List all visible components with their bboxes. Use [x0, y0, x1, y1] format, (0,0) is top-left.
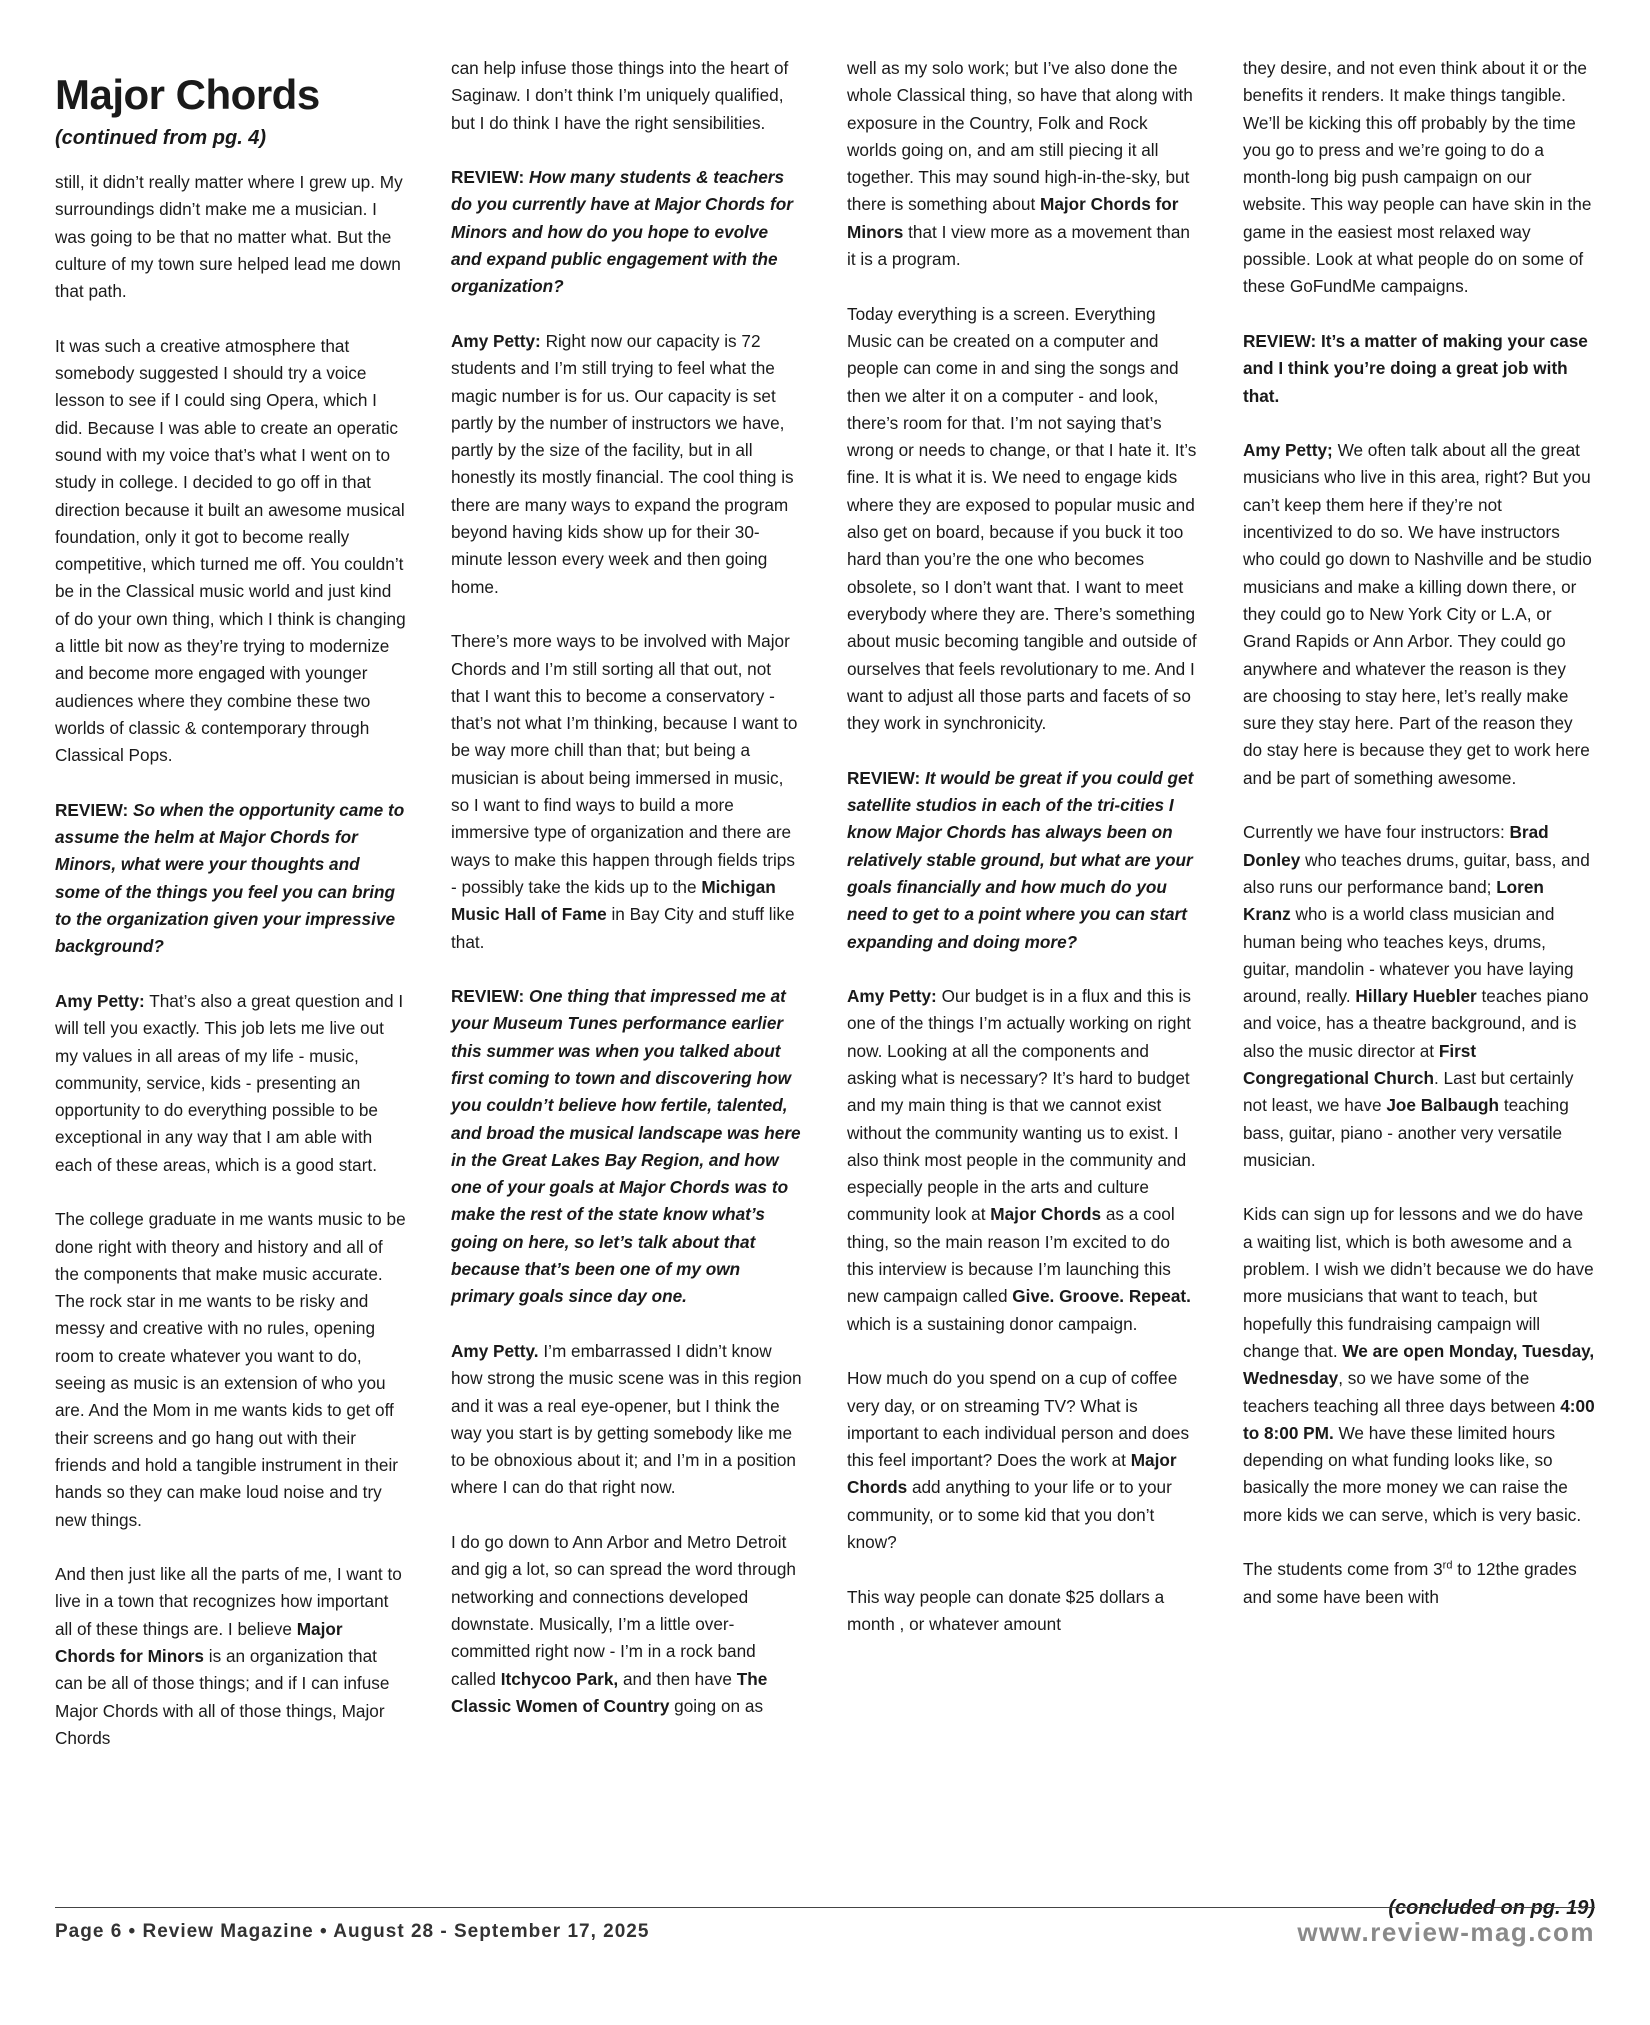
speaker-label: Amy Petty: — [451, 330, 541, 351]
text-run: There’s more ways to be involved with Major Chords and I’m still sorting all that out, not that I want this to become a conservatory - that’s not what I’m thinking, because I want to be way more chill than that; but being a musician is about being immersed in music, so I want to find ways to build a more immersive type of organization and there are ways to make this happen through fields trips - possibly take the kids up to the — [451, 631, 798, 897]
text-run: Currently we have four instructors: — [1243, 822, 1505, 843]
question — [55, 797, 407, 961]
text-run: who is a world class musician and human being who teaches keys, drums, guitar, mandolin - whatever you have laying around, really. — [1243, 904, 1574, 1007]
paragraph — [451, 628, 803, 956]
band-name: The Classic Women of Country — [451, 1668, 768, 1716]
column-4 — [1243, 55, 1595, 1919]
paragraph: It was such a creative atmosphere that somebody suggested I should try a voice lesson to see if I could sing Opera, which I did. Because I was able to create an operatic sound with my voice that’s what I went on to study in college. I decided to go off in that direction because it built an awesome musical foundation, only it got to become really competitive, which turned me off. You couldn’t be in the Classical music world and just kind of do your own thing, which I think is changing a little bit now as they’re trying to modernize and become more engaged with younger audiences where they combine these two worlds of classic & contemporary through Classical Pops. — [55, 335, 406, 766]
text-run: well as my solo work; but I’ve also done the whole Classical thing, so have that along with exposure in the Country, Folk and Rock worlds going on, and am still piecing it all together. This may sound high-in-the-sky, but there is something about — [847, 58, 1193, 215]
text-run: who teaches drums, guitar, bass, and also runs our performance band; — [1243, 849, 1590, 897]
paragraph: The college graduate in me wants music to be done right with theory and history and all of the components that make music accurate. The rock star in me wants to be risky and messy and creative with no rules, opening room to create whatever you want to do, seeing as music is an extension of who you are. And the Mom in me wants kids to get off their screens and go hang out with their friends and hold a tangible instrument in their hands so they can make loud noise and try new things. — [55, 1209, 406, 1530]
question — [451, 983, 803, 1311]
speaker-label: REVIEW: — [451, 986, 525, 1007]
org-name: Major Chords — [847, 1450, 1177, 1498]
question-text: REVIEW: It’s a matter of making your case and I think you’re doing a great job with that. — [1243, 330, 1588, 406]
text-run: teaches piano and voice, has a theatre background, and is also the music director at — [1243, 986, 1589, 1061]
text-run: Kids can sign up for lessons and we do have a waiting list, which is both awesome and a problem. I wish we didn’t because we do have more musicians that want to teach, but hopefully this fundraising campaign will change that. — [1243, 1204, 1594, 1361]
speaker-label: Amy Petty: — [55, 990, 145, 1011]
text-run: to 12the grades and some have been with — [1243, 1559, 1577, 1607]
text-run: is an organization that can be all of those things; and if I can infuse Major Chords with all of those things, Major Chords — [55, 1646, 390, 1748]
org-name: Major Chords for Minors — [55, 1618, 343, 1667]
column-3 — [847, 55, 1199, 1638]
question — [451, 164, 803, 300]
answer-text: I’m embarrassed I didn’t know how strong the music scene was in this region and it was a real eye-opener, but I think the way you start is by getting somebody like me to be obnoxious about it; and I’m in a position where I can do that right now. — [451, 1340, 802, 1498]
paragraph: still, it didn’t really matter where I grew up. My surroundings didn’t make me a musician. I was going to be that no matter what. But the culture of my town sure helped lead me down that path. — [55, 172, 403, 302]
text-run: add anything to your life or to your community, or to some kid that you don’t know? — [847, 1477, 1172, 1553]
paragraph — [451, 1529, 803, 1720]
text-run: teaching bass, guitar, piano - another very versatile musician. — [1243, 1095, 1569, 1170]
paragraph — [55, 1561, 407, 1752]
speaker-label: REVIEW: — [451, 167, 525, 188]
venue-name: Michigan Music Hall of Fame — [451, 876, 776, 925]
question-text: So when the opportunity came to assume the helm at Major Chords for Minors, what were your thoughts and some of the things you feel you can bring to the organization given your impressive background? — [55, 799, 405, 957]
speaker-label: Amy Petty. — [451, 1340, 539, 1361]
paragraph: Today everything is a screen. Everything Music can be created on a computer and people can come in and sing the songs and then we alter it on a computer - and look, there’s room for that. I’m not saying that’s wrong or needs to change, or that I hate it. It’s fine. It is what it is. We need to engage kids where they are exposed to popular music and also get on board, because if you buck it too hard than you’re the one who becomes obsolete, so I don’t want that. I want to meet everybody where they are. There’s something about music becoming tangible and outside of ourselves that feels revolutionary to me. And I want to adjust all those parts and facets of so they work in synchronicity. — [847, 303, 1197, 734]
text-run: , so we have some of the teachers teaching all three days between — [1243, 1368, 1556, 1416]
paragraph — [1243, 819, 1595, 1174]
speaker-label: REVIEW: — [55, 799, 129, 820]
answer — [451, 1338, 803, 1502]
text-run: And then just like all the parts of me, I want to live in a town that recognizes how important all of these things are. I believe — [55, 1564, 402, 1639]
answer — [55, 988, 407, 1179]
answer — [847, 983, 1199, 1338]
instructor-name: Hillary Huebler — [1355, 986, 1477, 1007]
page — [55, 55, 1595, 1919]
answer-text: Right now our capacity is 72 students and I’m still trying to feel what the magic number is for us. Our capacity is set partly by the number of instructors we have, partly by the size of the facility, but in all honestly its mostly financial. The cool thing is there are many ways to expand the program beyond having kids show up for their 30-minute lesson every week and then going home. — [451, 330, 794, 597]
paragraph — [847, 1365, 1199, 1556]
instructor-name: Brad Donley — [1243, 822, 1549, 870]
campaign-name: Give. Groove. Repeat. — [1012, 1286, 1191, 1307]
church-name: First Congregational Church — [1243, 1040, 1477, 1088]
instructor-name: Joe Balbaugh — [1386, 1095, 1500, 1116]
paragraph: they desire, and not even think about it or the benefits it renders. It make things tangible. We’ll be kicking this off probably by the time you go to press and we’re going to do a month-long big push campaign on our website. This way people can have skin in the game in the easiest most relaxed way possible. Look at what people do on some of these GoFundMe campaigns. — [1243, 58, 1592, 297]
concluded-note: (concluded on pg. 19) — [1388, 1897, 1595, 1919]
footer-website-link[interactable]: www.review-mag.com — [1297, 1917, 1595, 1947]
question — [847, 765, 1199, 956]
open-days: We are open Monday, Tuesday, Wednesday — [1243, 1340, 1595, 1389]
text-run: We have these limited hours depending on what funding looks like, so basically the more money we can raise the more kids we can serve, which is very basic. — [1243, 1422, 1582, 1525]
text-run: going on as — [674, 1695, 764, 1716]
question-text: One thing that impressed me at your Museum Tunes performance earlier this summer was when you talked about first coming to town and discovering how you couldn’t believe how fertile, talented, and broad the musical landscape was here in the Great Lakes Bay Region, and how one of your goals at Major Chords was to make the rest of the state know what’s going on here, so let’s talk about that because that’s been one of my own primary goals since day one. — [451, 986, 801, 1307]
org-name: Major Chords for Minors — [847, 194, 1179, 242]
ordinal-suffix: rd — [1442, 1559, 1453, 1572]
answer — [1243, 437, 1595, 792]
org-name: Major Chords — [990, 1204, 1102, 1225]
text-run: and then have — [622, 1668, 732, 1689]
answer-text: That’s also a great question and I will tell you exactly. This job lets me live out my values in all areas of my life - music, community, service, kids - presenting an opportunity to do everything possible to be exceptional in any way that I am able with each of these areas, which is a good start. — [55, 990, 404, 1175]
text-run: in Bay City and stuff like that. — [451, 904, 795, 952]
paragraph: This way people can donate $25 dollars a month , or whatever amount — [847, 1586, 1165, 1634]
text-run: Our budget is in a flux and this is one of the things I’m actually working on right now. Looking at all the components and asking what is necessary? It’s hard to budget and my main thing is that we cannot exist without the community wanting us to exist. I also think most people in the community and especially people in the arts and culture community look at — [847, 986, 1191, 1225]
footer-divider — [55, 1907, 1595, 1908]
column-1 — [55, 55, 407, 1752]
speaker-label: Amy Petty: — [847, 986, 937, 1007]
question-text: It would be great if you could get satellite studios in each of the tri-cities I know Major Chords has always been on relatively stable ground, but what are your goals financially and how much do you need to get to a point where you can start expanding and doing more? — [847, 767, 1194, 952]
band-name: Itchycoo Park, — [500, 1668, 619, 1689]
paragraph — [847, 55, 1199, 273]
text-run: which is a sustaining donor campaign. — [847, 1313, 1138, 1334]
speaker-label: REVIEW: — [847, 767, 921, 788]
text-run: as a cool thing, so the main reason I’m excited to do this interview is because I’m launching this new campaign called — [847, 1204, 1175, 1307]
speaker-label: Amy Petty; — [1243, 440, 1333, 461]
column-2 — [451, 55, 803, 1720]
answer-text: We often talk about all the great musicians who live in this area, right? But you can’t keep them here if they’re not incentivized to do so. We have instructors who could go down to Nashville and be studio musicians and make a killing down there, or they could go to New York City or L.A, or Grand Rapids or Ann Arbor. They could go anywhere and whatever the reason is they are choosing to stay here, let’s really make sure they stay here. Part of the reason they do stay here is because they get to work here and be part of something awesome. — [1243, 440, 1592, 788]
article-title: Major Chords — [55, 71, 320, 118]
text-run: I do go down to Ann Arbor and Metro Detroit and gig a lot, so can spread the word through networking and connections developed downstate. Musically, I’m a little over-committed right now - I’m in a rock band called — [451, 1532, 796, 1689]
footer-page-info: Page 6 • Review Magazine • August 28 - September 17, 2025 — [55, 1921, 650, 1942]
paragraph — [1243, 1201, 1595, 1529]
text-run: How much do you spend on a cup of coffee very day, or on streaming TV? What is important to each individual person and does this feel important? Does the work at — [847, 1368, 1190, 1471]
paragraph — [1243, 1556, 1595, 1611]
paragraph: can help infuse those things into the heart of Saginaw. I don’t think I’m uniquely qualified, but I do think I have the right sensibilities. — [451, 58, 789, 133]
text-run: that I view more as a movement than it is a program. — [847, 221, 1190, 270]
text-run: . Last but certainly not least, we have — [1243, 1067, 1574, 1116]
continued-note: (continued from pg. 4) — [55, 127, 267, 149]
open-hours: 4:00 to 8:00 PM. — [1243, 1395, 1595, 1443]
instructor-name: Loren Kranz — [1243, 876, 1544, 925]
answer — [451, 328, 803, 601]
question — [1243, 328, 1595, 410]
question-text: How many students & teachers do you currently have at Major Chords for Minors and how do you hope to evolve and expand public engagement with the organization? — [451, 167, 793, 297]
text-run: The students come from 3 — [1243, 1559, 1443, 1580]
